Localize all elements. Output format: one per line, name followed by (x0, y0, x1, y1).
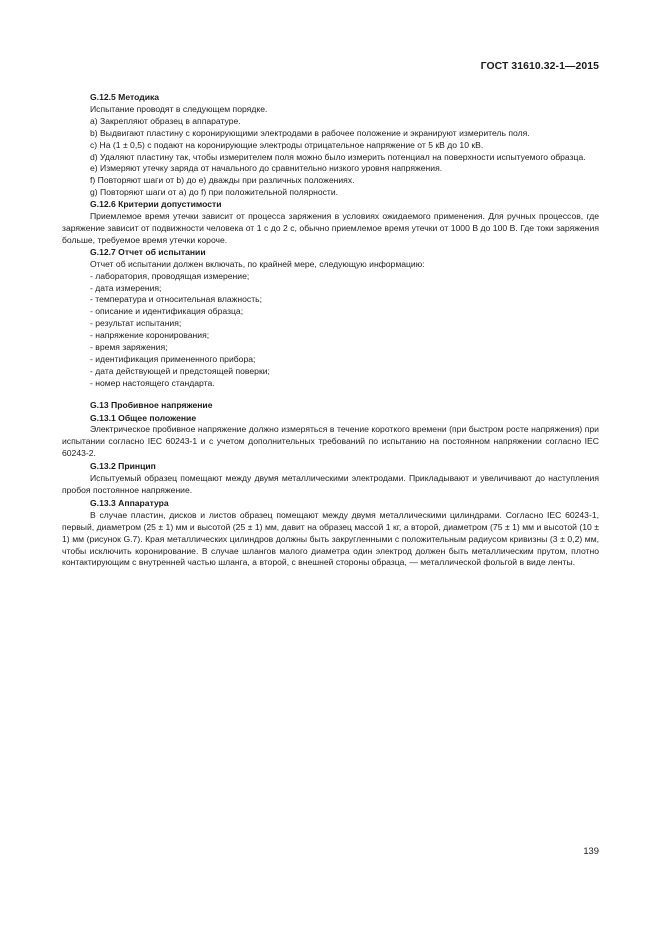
list-item: - номер настоящего стандарта. (62, 378, 599, 390)
methodology-step-d: d) Удаляют пластину так, чтобы измерителем поля можно было измерить потенциал на поверхности испытуемого образца. (90, 151, 586, 162)
section-heading-report: G.12.7 Отчет об испытании (90, 246, 206, 257)
list-item: - описание и идентификация образца; (62, 306, 599, 318)
page-content (62, 92, 599, 569)
page-number: 139 (583, 845, 599, 856)
list-item: - лаборатория, проводящая измерение; (62, 271, 599, 283)
section-heading-methodology: G.12.5 Методика (90, 92, 160, 102)
list-item: - результат испытания; (62, 318, 599, 330)
report-intro: Отчет об испытании должен включать, по крайней мере, следующую информацию: (90, 258, 425, 269)
report-items-list (62, 271, 599, 390)
methodology-step-c: c) На (1 ± 0,5) с подают на коронирующие электроды отрицательное напряжение от 5 кВ до 10 кВ. (90, 139, 484, 150)
list-item: - идентификация примененного прибора; (62, 354, 599, 366)
methodology-step-g: g) Повторяют шаги от a) до f) при положительной полярности. (90, 187, 339, 198)
methodology-step-b: b) Выдвигают пластину с коронирующими электродами в рабочее положение и экранируют измеритель поля. (90, 127, 530, 138)
subsection-heading-principle: G.13.2 Принцип (90, 461, 156, 472)
methodology-step-f: f) Повторяют шаги от b) до e) дважды при различных положениях. (90, 175, 355, 186)
document-code: ГОСТ 31610.32-1—2015 (480, 61, 599, 72)
list-item: - дата действующей и предстоящей поверки; (62, 366, 599, 378)
methodology-intro: Испытание проводят в следующем порядке. (90, 103, 268, 114)
section-heading-breakdown: G.13 Пробивное напряжение (90, 399, 213, 410)
apparatus-text: В случае пластин, дисков и листов образец помещают между двумя металлическими цилиндрами. Согласно IEC 60243-1, первый, диаметром (25 ± 1) мм и высотой (25 ± 1) мм, давит на образец массой 1 кг, а второй, диаметром (75 ± 1) мм и высотой (10 ± 1) мм (рисунок G.7). Края металлических цилиндров должны быть закругленными с положительным радиусом кривизны (3 ± 0,2) мм, чтобы исключить коронирование. В случае шлангов малого диаметра один электрод должен быть металлическим прутом, плотно контактирующим с внутренней частью шланга, а второй, с внешней стороны образца, — металлической фольгой в виде ленты. (62, 509, 599, 568)
list-item: - дата измерения; (62, 283, 599, 295)
methodology-step-a: a) Закрепляют образец в аппаратуре. (90, 115, 241, 126)
subsection-heading-general: G.13.1 Общее положение (90, 412, 197, 423)
subsection-heading-apparatus: G.13.3 Аппаратура (90, 497, 169, 508)
principle-text: Испытуемый образец помещают между двумя металлическими электродами. Прикладывают и увеличивают до наступления пробоя постоянное напряжение. (62, 473, 599, 495)
methodology-step-e: e) Измеряют утечку заряда от начального до сравнительно низкого уровня напряжения. (90, 163, 443, 174)
list-item: - время заряжения; (62, 342, 599, 354)
acceptance-text: Приемлемое время утечки зависит от процесса заряжения в условиях ожидаемого применения. Для ручных процессов, где заряжение зависит от подвижности человека от 1 с до 2 с, обычно приемлемое время утечки от 1000 В до 100 В. Где токи заряжения больше, требуемое время утечки короче. (62, 211, 599, 245)
general-text: Электрическое пробивное напряжение должно измеряться в течение короткого времени (при быстром росте напряжения) при испытании согласно IEC 60243-1 и с учетом дополнительных требований по испытанию на постоянном напряжении согласно IEC 60243-2. (62, 424, 599, 459)
section-heading-acceptance: G.12.6 Критерии допустимости (90, 199, 222, 210)
list-item: - температура и относительная влажность; (62, 294, 599, 306)
list-item: - напряжение коронирования; (62, 330, 599, 342)
